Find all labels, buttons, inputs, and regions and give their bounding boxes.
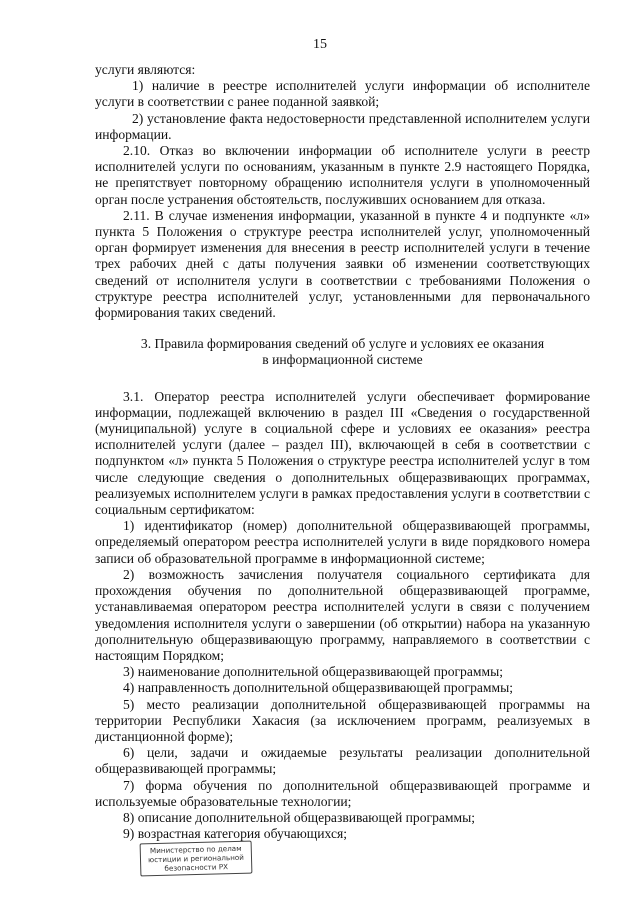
paragraph-2-11: 2.11. В случае изменения информации, указанной в пункте 4 и подпункте «л» пункта 5 Положения о структуре реестра исполнителей услуг, уполномоченный орган формирует изменения для внесения в реестр исполнителей услуги в течение трех рабочих дней с даты получения заявки об изменении соответствующих сведений от исполнителя услуги в соответствии с требованиями Положения о структуре реестра исполнителей услуг, установленными для первоначального формирования таких сведений. (95, 207, 590, 321)
list-item-3-1-2: 2) возможность зачисления получателя социального сертификата для прохождения обучения по дополнительной общеразвивающей программе, устанавливаемая оператором реестра исполнителей услуги в связи с получением уведомления исполнителя услуги о завершении (об открытии) набора на указанную дополнительную общеразвивающую программу, направляемого в соответствии с настоящим Порядком; (95, 566, 590, 663)
list-item-3-1-8: 8) описание дополнительной общеразвивающей программы; (123, 809, 476, 825)
stamp-line2: юстиции и региональной (147, 852, 245, 865)
list-item-3-1-7: 7) форма обучения по дополнительной общеразвивающей программе и используемые образовательные технологии; (95, 777, 590, 809)
page-number: 15 (313, 37, 327, 52)
list-item-3-1-1: 1) идентификатор (номер) дополнительной общеразвивающей программы, определяемый оператором реестра исполнителей услуги в виде порядкового номера записи об образовательной программе в информационной системе; (95, 518, 590, 566)
list-item-2: 2) установление факта недостоверности представленной исполнителем услуги информации. (95, 110, 590, 142)
section-heading (95, 336, 590, 368)
section-heading-line2: в информационной системе (262, 352, 423, 368)
list-item-3-1-9: 9) возрастная категория обучающихся; (123, 826, 348, 842)
paragraph-continuation: услуги являются: (95, 62, 196, 77)
stamp-line1: Министерство по делам (149, 843, 242, 856)
list-item-3-1-5: 5) место реализации дополнительной общеразвивающей программы на территории Республики Хакасия (за исключением программ, реализуемых в дистанционной форме); (95, 696, 590, 744)
section-heading-line1: 3. Правила формирования сведений об услуге и условиях ее оказания (140, 336, 545, 352)
list-item-3-1-6: 6) цели, задачи и ожидаемые результаты реализации дополнительной общеразвивающей программы; (95, 745, 590, 777)
list-item-3-1-3: 3) наименование дополнительной общеразвивающей программы; (123, 664, 504, 680)
paragraph-3-1: 3.1. Оператор реестра исполнителей услуги обеспечивает формирование информации, подлежащей включению в раздел III «Сведения о государственной (муниципальной) услуге в социальной сфере и условиях ее оказания» реестра исполнителей услуги (далее – раздел III), включающей в себя в соответствии с подпунктом «л» пункта 5 Положения о структуре реестра исполнителей услуг в том числе следующие сведения о дополнительных общеразвивающих программах, реализуемых исполнителем услуги в рамках предоставления услуги в соответствии с социальным сертификатом: (95, 388, 590, 518)
ministry-stamp (140, 841, 253, 877)
list-item-3-1-4: 4) направленность дополнительной общеразвивающей программы; (123, 680, 514, 696)
document-body (95, 62, 590, 842)
stamp-line3: безопасности РХ (164, 862, 229, 873)
list-item-1: 1) наличие в реестре исполнителей услуги информации об исполнителе услуги в соответствии с ранее поданной заявкой; (95, 78, 590, 110)
paragraph-2-10: 2.10. Отказ во включении информации об исполнителе услуги в реестр исполнителей услуги по основаниям, указанным в пункте 2.9 настоящего Порядка, не препятствует повторному обращению исполнителя услуги в уполномоченный орган после устранения обстоятельств, послуживших основанием для отказа. (95, 143, 590, 207)
